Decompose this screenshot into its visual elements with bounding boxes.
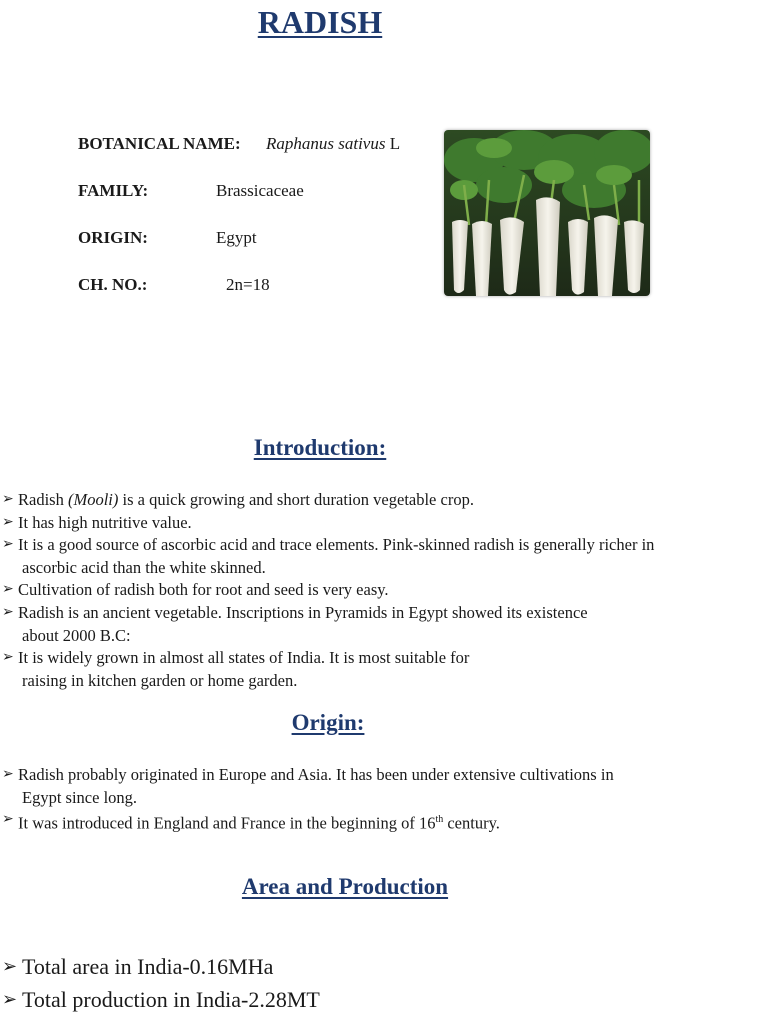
list-item <box>2 809 766 835</box>
list-item <box>2 764 766 809</box>
intro-bullet-4-text: Cultivation of radish both for root and seed is very easy. <box>18 580 389 600</box>
botanical-name-suffix: L <box>389 134 401 153</box>
intro-bullet-6-line-2: raising in kitchen garden or home garden. <box>22 670 298 690</box>
list-item <box>2 983 320 1016</box>
area-production-list <box>2 950 320 1016</box>
chromosome-number-value: 2n=18 <box>226 275 270 294</box>
area-production-heading: Area and Production <box>241 874 449 899</box>
origin-bullet-1-line-1: Radish probably originated in Europe and Asia. It has been under extensive cultivations in <box>18 765 614 784</box>
radish-photo <box>444 130 650 296</box>
list-item <box>2 647 766 692</box>
intro-bullet-3-line-2: ascorbic acid than the white skinned. <box>22 557 266 577</box>
chromosome-number-label: CH. NO.: <box>78 275 148 294</box>
origin-list <box>2 764 766 835</box>
page-title: RADISH <box>257 4 383 40</box>
list-item <box>2 950 320 983</box>
radish-illustration <box>444 130 650 296</box>
intro-bullet-2-text: It has high nutritive value. <box>18 512 192 532</box>
list-item <box>2 602 766 647</box>
introduction-heading: Introduction: <box>253 435 387 460</box>
family-label: FAMILY: <box>78 181 149 200</box>
intro-bullet-1-text: Radish <box>18 490 68 509</box>
origin-value: Egypt <box>216 228 257 247</box>
intro-bullet-1-rest: is a quick growing and short duration vegetable crop. <box>118 490 474 509</box>
origin-bullet-2-rest: century. <box>443 813 500 833</box>
area-bullet-2-text: Total production in India-2.28MT <box>22 987 320 1012</box>
botanical-name-value <box>266 134 400 154</box>
botanical-name-species: Raphanus sativus <box>266 134 386 153</box>
intro-bullet-3-line-1: It is a good source of ascorbic acid and trace elements. Pink-skinned radish is generally richer in <box>18 535 655 555</box>
family-value: Brassicaceae <box>216 181 304 200</box>
origin-bullet-2-text: It was introduced in England and France in the beginning of 16 <box>18 813 436 833</box>
list-item <box>2 579 766 602</box>
list-item <box>2 512 766 535</box>
list-item <box>2 489 766 512</box>
intro-bullet-1-italic: (Mooli) <box>67 490 119 509</box>
origin-bullet-1-line-2: Egypt since long. <box>22 787 138 807</box>
list-item <box>2 534 766 579</box>
botanical-name-label: BOTANICAL NAME: <box>78 134 241 153</box>
intro-bullet-5-line-2: about 2000 B.C: <box>22 625 131 645</box>
origin-heading: Origin: <box>291 710 365 735</box>
origin-label: ORIGIN: <box>78 228 148 247</box>
intro-bullet-5-line-1: Radish is an ancient vegetable. Inscriptions in Pyramids in Egypt showed its existence <box>18 602 588 622</box>
intro-bullet-6-line-1: It is widely grown in almost all states of India. It is most suitable for <box>18 648 470 668</box>
introduction-list <box>2 489 766 692</box>
area-bullet-1-text: Total area in India-0.16MHa <box>22 954 274 979</box>
origin-bullet-2-superscript: th <box>435 814 444 826</box>
